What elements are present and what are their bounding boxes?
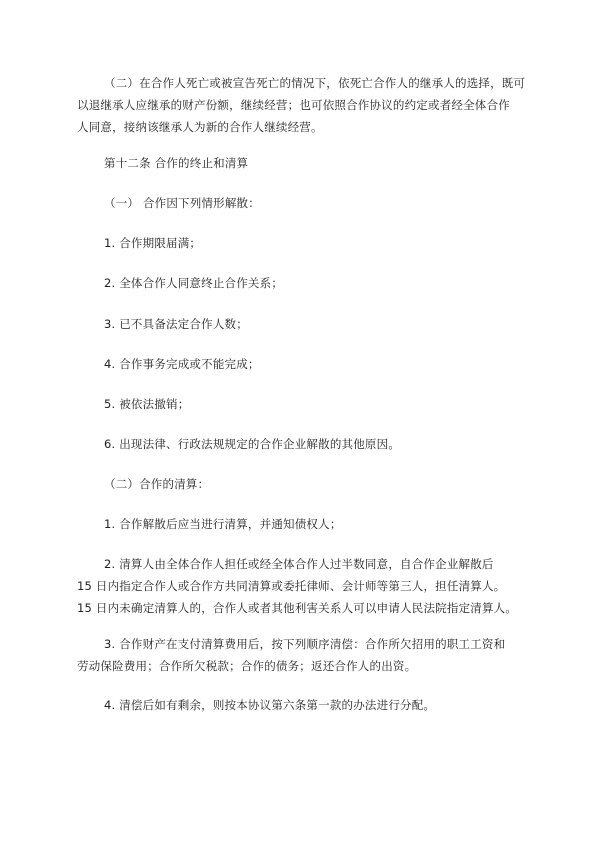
list-item xyxy=(77,232,537,254)
list-item-multiline xyxy=(77,633,537,677)
list-item-text: 1. 合作解散后应当进行清算，并通知债权人； xyxy=(104,517,342,531)
list-item xyxy=(77,433,537,455)
text-line: 人同意，接纳该继承人为新的合作人继续经营。 xyxy=(77,120,323,134)
subheading-text: （二）合作的清算： xyxy=(104,477,210,491)
text-line: 劳动保险费用；合作所欠税款；合作的债务；返还合作人的出资。 xyxy=(77,659,417,673)
list-item xyxy=(77,393,537,415)
text-line: 15 日内指定合作人或合作方共同清算或委托律师、会计师等第三人，担任清算人。 xyxy=(77,579,506,593)
dissolution-subheading xyxy=(77,192,537,214)
list-item-text: 1. 合作期限届满； xyxy=(104,236,202,250)
list-item xyxy=(77,313,537,335)
list-item-text: 4. 清偿后如有剩余，则按本协议第六条第一款的办法进行分配。 xyxy=(104,698,436,712)
text-line: （二）在合作人死亡或被宣告死亡的情况下，依死亡合作人的继承人的选择，既可 xyxy=(104,76,526,90)
article-12-heading xyxy=(77,152,537,174)
list-item-text: 4. 合作事务完成或不能完成； xyxy=(104,357,260,371)
text-line: 以退继承人应继承的财产份额，继续经营；也可依照合作协议的约定或者经全体合作 xyxy=(77,98,510,112)
text-line: 15 日内未确定清算人的，合作人或者其他利害关系人可以申请人民法院指定清算人。 xyxy=(77,601,518,615)
list-item-text: 3. 已不具备法定合作人数； xyxy=(104,317,248,331)
list-item xyxy=(77,353,537,375)
list-item-multiline xyxy=(77,553,537,619)
subheading-text: （一） 合作因下列情形解散： xyxy=(104,196,260,210)
paragraph-successor-clause xyxy=(77,72,537,138)
list-item-text: 6. 出现法律、行政法规规定的合作企业解散的其他原因。 xyxy=(104,437,401,451)
text-line: 3. 合作财产在支付清算费用后，按下列顺序清偿：合作所欠招用的职工工资和 xyxy=(104,637,506,651)
text-line: 2. 清算人由全体合作人担任或经全体合作人过半数同意，自合作企业解散后 xyxy=(104,557,494,571)
list-item xyxy=(77,694,537,716)
liquidation-subheading xyxy=(77,473,537,495)
list-item xyxy=(77,513,537,535)
list-item xyxy=(77,272,537,294)
list-item-text: 5. 被依法撤销； xyxy=(104,397,190,411)
list-item-text: 2. 全体合作人同意终止合作关系； xyxy=(104,276,284,290)
heading-text: 第十二条 合作的终止和清算 xyxy=(104,156,249,170)
